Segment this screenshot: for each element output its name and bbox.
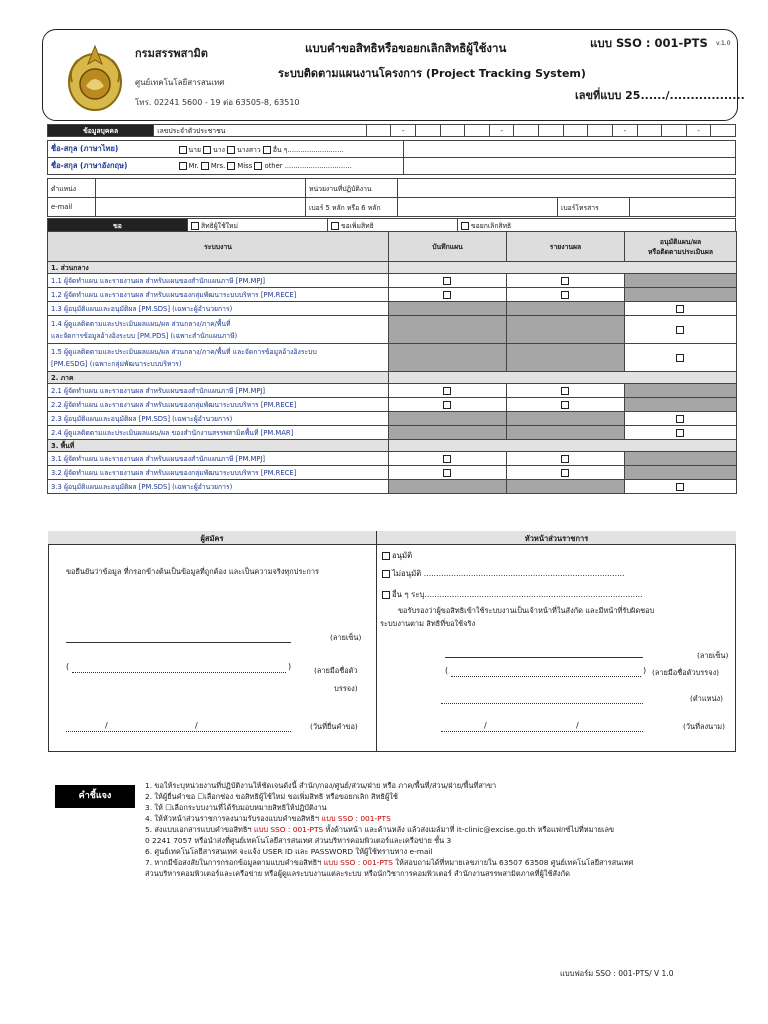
name-th-label: ชื่อ-สกุล (ภาษาไทย) — [48, 141, 176, 158]
note-item — [145, 791, 735, 802]
checkbox-icon[interactable] — [561, 401, 569, 409]
note-item — [145, 813, 735, 824]
record-cell[interactable] — [389, 384, 507, 398]
checkbox-icon[interactable] — [561, 387, 569, 395]
system-label: 1.3 ผู้อนุมัติแผนและอนุมัติผล [PM.SDS] (เฉพาะผู้อำนวยการ) — [48, 302, 389, 316]
head-name-line[interactable] — [451, 676, 641, 677]
head-header: หัวหน้าส่วนราชการ — [524, 534, 589, 543]
note-text: ทั้งด้านหน้า และด้านหลัง แล้วส่งเมล์มาที่ it-clinic@excise.go.th หรือแฟกซ์ไปที่หมายเลข — [323, 825, 615, 834]
record-cell — [389, 316, 507, 344]
system-label: 2.1 ผู้จัดทำแผน และรายงานผล สำหรับแผนของสำนักแผนภาษี [PM.MPJ] — [48, 384, 389, 398]
table-row — [48, 302, 737, 316]
approve-cell — [625, 274, 737, 288]
report-cell[interactable] — [507, 288, 625, 302]
report-cell[interactable] — [507, 398, 625, 412]
checkbox-icon[interactable] — [561, 277, 569, 285]
section-title: 3. พื้นที่ — [48, 440, 389, 452]
checkbox-icon[interactable] — [443, 469, 451, 477]
record-cell[interactable] — [389, 274, 507, 288]
note-item — [145, 802, 735, 813]
system-label: 1.1 ผู้จัดทำแผน และรายงานผล สำหรับแผนของสำนักแผนภาษี [PM.MPJ] — [48, 274, 389, 288]
footer-form-ref: แบบฟอร์ม SSO : 001-PTS/ V 1.0 — [560, 969, 674, 978]
note-text: 2. ให้ผู้ยื่นคำขอ — [145, 792, 198, 801]
note-text: 4. ให้หัวหน้าส่วนราชการลงนามรับรองแบบคำขอสิทธิฯ — [145, 814, 322, 823]
system-label: 3.3 ผู้อนุมัติแผนและอนุมัติผล [PM.SDS] (เฉพาะผู้อำนวยการ) — [48, 480, 389, 494]
agency-label: หน่วยงานที่ปฏิบัติงาน — [306, 179, 398, 198]
note-text: 6. ศูนย์เทคโนโลยีสารสนเทศ จะแจ้ง USER ID และ PASSWORD ให้ผู้ใช้ทราบทาง e-mail — [145, 847, 433, 856]
certify-text: ขอรับรองว่าผู้ขอสิทธิเข้าใช้ระบบงานเป็นเจ้าหน้าที่ในสังกัด และมีหน้าที่รับผิดชอบ ระบบงานตาม สิทธิที่ขอใช้จริง — [380, 606, 655, 628]
request-label: ขอ — [48, 219, 188, 232]
section-row — [48, 262, 737, 274]
applicant-name-line[interactable] — [72, 672, 286, 673]
notes-list — [145, 780, 735, 879]
phone-input[interactable] — [398, 198, 558, 217]
checkbox-icon[interactable] — [382, 591, 390, 599]
table-row — [48, 466, 737, 480]
checkbox-icon[interactable] — [443, 277, 451, 285]
personal-section-label: ข้อมูลบุคคล — [48, 125, 154, 137]
id-box[interactable] — [416, 125, 441, 137]
note-text: เลือกระบบงานที่ได้รับมอบหมายสิทธิให้ปฏิบัติงาน — [171, 803, 327, 812]
checkbox-icon[interactable] — [227, 162, 235, 170]
form-version: v.1.0 — [716, 40, 731, 47]
checkbox-icon[interactable] — [676, 354, 684, 362]
id-box[interactable] — [662, 125, 687, 137]
report-cell — [507, 302, 625, 316]
record-cell — [389, 480, 507, 494]
col-system-header: ระบบงาน — [48, 232, 389, 262]
org-name: กรมสรรพสามิต — [135, 47, 208, 60]
permission-rows — [48, 262, 737, 494]
report-cell[interactable] — [507, 274, 625, 288]
notes-tag: คำชี้แจง — [55, 785, 135, 808]
col-report-header: รายงานผล — [507, 232, 625, 262]
position-input[interactable] — [96, 179, 306, 198]
date-slash: / — [195, 721, 198, 730]
table-row — [48, 398, 737, 412]
head-sign-label: (ลายเซ็น) — [697, 651, 729, 660]
form-code-ref: แบบ SSO : 001-PTS — [323, 858, 393, 867]
head-position-label: (ตำแหน่ง) — [690, 694, 724, 703]
id-box[interactable] — [588, 125, 613, 137]
checkbox-icon[interactable] — [561, 469, 569, 477]
report-cell[interactable] — [507, 466, 625, 480]
checkbox-icon[interactable] — [254, 162, 262, 170]
id-box[interactable] — [711, 125, 736, 137]
email-label: e-mail — [48, 198, 96, 217]
request-add[interactable]: ขอเพิ่มสิทธิ — [328, 219, 458, 232]
approve-cell[interactable] — [625, 302, 737, 316]
agency-input[interactable] — [398, 179, 736, 198]
checkbox-icon[interactable] — [561, 291, 569, 299]
org-center: ศูนย์เทคโนโลยีสารสนเทศ — [135, 78, 225, 87]
system-label: 3.2 ผู้จัดทำแผน และรายงานผล สำหรับแผนของกลุ่มพัฒนาระบบบริหาร [PM.RECE] — [48, 466, 389, 480]
form-code-ref: แบบ SSO : 001-PTS — [253, 825, 324, 834]
note-item — [145, 846, 735, 857]
form-code: แบบ SSO : 001-PTS — [590, 36, 708, 50]
checkbox-icon[interactable] — [443, 291, 451, 299]
phone-hint: เบอร์ 5 หลัก หรือ 6 หลัก — [306, 198, 398, 217]
record-cell[interactable] — [389, 288, 507, 302]
applicant-paren-open: ( — [66, 662, 70, 671]
note-item — [145, 824, 735, 835]
report-cell[interactable] — [507, 452, 625, 466]
system-label: 2.4 ผู้ดูแลติดตามและประเมินผลแผน/ผล ของสำนักงานสรรพสามิตพื้นที่ [PM.MAR] — [48, 426, 389, 440]
fax-input[interactable] — [630, 198, 736, 217]
report-cell — [507, 316, 625, 344]
org-phone: โทร. 02241 5600 - 19 ต่อ 63505-8, 63510 — [135, 98, 300, 107]
system-label: 2.3 ผู้อนุมัติแผนและอนุมัติผล [PM.SDS] (เฉพาะผู้อำนวยการ) — [48, 412, 389, 426]
table-row — [48, 288, 737, 302]
record-cell — [389, 344, 507, 372]
request-type-table — [47, 218, 736, 232]
note-text: 5. ส่งแบบเอกสารแบบคำขอสิทธิฯ — [145, 825, 254, 834]
note-text: ส่วนบริหารคอมพิวเตอร์และเครือข่าย หรือผู้ดูแลระบบงานแต่ละระบบ หรือนักวิชาการคอมพิวเตอร์ สำนักงานสรรพสามิตภาคที่ผู้ใช้สังกัด — [145, 869, 570, 878]
section-filler — [389, 440, 737, 452]
checkbox-icon[interactable] — [443, 455, 451, 463]
col-record-header: บันทึกแผน — [389, 232, 507, 262]
note-text: ให้สอบถามได้ที่หมายเลขภายใน 63507 63508 ศูนย์เทคโนโลยีสารสนเทศ — [393, 858, 634, 867]
record-cell[interactable] — [389, 466, 507, 480]
checkbox-icon[interactable] — [443, 387, 451, 395]
id-dash: - — [686, 125, 711, 137]
reject-option[interactable]: ไม่อนุมัติ ................................................................................. — [382, 568, 625, 580]
id-box[interactable] — [366, 125, 391, 137]
name-en-input[interactable] — [404, 158, 736, 175]
checkbox-icon[interactable] — [676, 483, 684, 491]
checkbox-icon[interactable] — [676, 415, 684, 423]
id-box[interactable] — [514, 125, 539, 137]
id-dash: - — [391, 125, 416, 137]
checkbox-icon[interactable] — [561, 455, 569, 463]
approve-cell — [625, 288, 737, 302]
confirm-text: ขอยืนยันว่าข้อมูล ที่กรอกข้างต้นเป็นข้อมูลที่ถูกต้อง และเป็นความจริงทุกประการ — [66, 567, 319, 576]
name-en-titles[interactable]: Mr. Mrs. Miss other ............................... — [176, 158, 404, 175]
id-box[interactable] — [539, 125, 564, 137]
system-label: 1.4 ผู้ดูแลติดตามและประเมินผลแผน/ผล ส่วนกลาง/ภาค/พื้นที่ และจัดการข้อมูลอ้างอิงระบบ [PM.PDS] (เฉพาะสำนักแผนภาษี) — [48, 316, 389, 344]
checkbox-icon[interactable] — [179, 146, 187, 154]
system-label: 3.1 ผู้จัดทำแผน และรายงานผล สำหรับแผนของสำนักแผนภาษี [PM.MPJ] — [48, 452, 389, 466]
excise-logo-icon — [62, 42, 128, 114]
note-text: เลือกช่อง ขอสิทธิผู้ใช้ใหม่ ขอเพิ่มสิทธิ หรือขอยกเลิก สิทธิผู้ใช้ — [204, 792, 398, 801]
head-date-line[interactable] — [441, 731, 643, 732]
checkbox-icon[interactable] — [263, 146, 271, 154]
section-filler — [389, 262, 737, 274]
table-row — [48, 480, 737, 494]
id-box[interactable] — [563, 125, 588, 137]
applicant-date-label: (วันที่ยื่นคำขอ) — [310, 722, 358, 731]
checkbox-icon[interactable] — [179, 162, 187, 170]
name-table — [47, 140, 736, 175]
report-cell — [507, 480, 625, 494]
date-slash: / — [576, 721, 579, 730]
approve-cell — [625, 398, 737, 412]
position-label: ตำแหน่ง — [48, 179, 96, 198]
record-cell[interactable] — [389, 452, 507, 466]
id-box[interactable] — [637, 125, 662, 137]
checkbox-icon[interactable] — [382, 552, 390, 560]
report-cell — [507, 412, 625, 426]
approve-cell[interactable] — [625, 480, 737, 494]
head-position-line[interactable] — [441, 703, 643, 704]
personal-info-table — [47, 124, 736, 137]
table-row — [48, 344, 737, 372]
note-text: 1. ขอให้ระบุหน่วยงานที่ปฏิบัติงานให้ชัดเจนดังนี้ สำนัก/กอง/ศูนย์/ส่วน/ฝ่าย หรือ ภาค/พื้นที่/ส่วน/ฝ่าย/พื้นที่สาขา — [145, 781, 497, 790]
checkbox-icon: ☐ — [165, 803, 172, 812]
table-row — [48, 384, 737, 398]
checkbox-icon[interactable] — [201, 162, 209, 170]
head-sign-line[interactable] — [445, 657, 643, 658]
table-row — [48, 452, 737, 466]
request-cancel[interactable]: ขอยกเลิกสิทธิ — [458, 219, 736, 232]
note-item — [145, 868, 735, 879]
date-slash: / — [105, 721, 108, 730]
checkbox-icon[interactable] — [191, 222, 199, 230]
checkbox-icon[interactable] — [443, 401, 451, 409]
checkbox-icon[interactable] — [331, 222, 339, 230]
record-cell — [389, 426, 507, 440]
name-th-titles[interactable]: นาย นาง นางสาว อื่น ๆ.......................... — [176, 141, 404, 158]
note-text: 0 2241 7057 หรือนำส่งที่ศูนย์เทคโนโลยีสารสนเทศ ส่วนบริหารคอมพิวเตอร์และเครือข่าย ชั้น 3 — [145, 836, 452, 845]
report-cell[interactable] — [507, 384, 625, 398]
checkbox-icon[interactable] — [676, 305, 684, 313]
applicant-header: ผู้สมัคร — [200, 534, 224, 543]
note-item — [145, 857, 735, 868]
request-new[interactable]: สิทธิผู้ใช้ใหม่ — [188, 219, 328, 232]
permission-table — [47, 231, 737, 494]
report-cell — [507, 344, 625, 372]
col-approve-header: อนุมัติแผน/ผล หรือติดตามประเมินผล — [625, 232, 737, 262]
fax-label: เบอร์โทรสาร — [558, 198, 630, 217]
approve-cell — [625, 452, 737, 466]
form-number: เลขที่แบบ 25....../.................. — [575, 89, 745, 102]
system-label: 2.2 ผู้จัดทำแผน และรายงานผล สำหรับแผนของกลุ่มพัฒนาระบบบริหาร [PM.RECE] — [48, 398, 389, 412]
form-subtitle: ระบบติดตามแผนงานโครงการ (Project Tracking System) — [278, 67, 586, 80]
section-row — [48, 372, 737, 384]
date-slash: / — [484, 721, 487, 730]
system-label: 1.2 ผู้จัดทำแผน และรายงานผล สำหรับแผนของกลุ่มพัฒนาระบบบริหาร [PM.RECE] — [48, 288, 389, 302]
table-row — [48, 274, 737, 288]
form-title: แบบคำขอสิทธิหรือขอยกเลิกสิทธิผู้ใช้งาน — [305, 41, 507, 55]
head-date-label: (วันที่ลงนาม) — [683, 722, 726, 731]
approve-cell — [625, 384, 737, 398]
id-box[interactable] — [440, 125, 465, 137]
section-filler — [389, 372, 737, 384]
applicant-name-label: (ลายมือชื่อตัว บรรจง) — [314, 666, 358, 693]
checkbox-icon[interactable] — [676, 326, 684, 334]
table-row — [48, 426, 737, 440]
applicant-sign-line[interactable] — [66, 642, 291, 643]
applicant-date-line[interactable] — [66, 731, 291, 732]
form-code-ref: แบบ SSO : 001-PTS — [321, 814, 391, 823]
id-dash: - — [612, 125, 637, 137]
note-item — [145, 835, 735, 846]
checkbox-icon[interactable] — [461, 222, 469, 230]
checkbox-icon[interactable] — [382, 570, 390, 578]
signature-divider — [376, 531, 377, 752]
checkbox-icon: ☐ — [197, 792, 205, 801]
approve-cell[interactable] — [625, 344, 737, 372]
id-box[interactable] — [465, 125, 490, 137]
table-row — [48, 412, 737, 426]
record-cell — [389, 412, 507, 426]
email-input[interactable] — [96, 198, 306, 217]
system-label: 1.5 ผู้ดูแลติดตามและประเมินผลแผน/ผล ส่วนกลาง/ภาค/พื้นที่ และจัดการข้อมูลอ้างอิงระบบ [PM.ESDG] (เฉพาะกลุ่มพัฒนาระบบบริหาร) — [48, 344, 389, 372]
head-paren-close: ) — [643, 666, 647, 675]
approve-cell[interactable] — [625, 426, 737, 440]
table-row — [48, 316, 737, 344]
name-en-label: ชื่อ-สกุล (ภาษาอังกฤษ) — [48, 158, 176, 175]
head-name-label: (ลายมือชื่อตัวบรรจง) — [652, 668, 720, 677]
note-item — [145, 780, 735, 791]
checkbox-icon[interactable] — [227, 146, 235, 154]
checkbox-icon[interactable] — [203, 146, 211, 154]
head-paren-open: ( — [445, 666, 449, 675]
report-cell — [507, 426, 625, 440]
approve-cell — [625, 466, 737, 480]
name-th-input[interactable] — [404, 141, 736, 158]
id-label: เลขประจำตัวประชาชน — [154, 125, 367, 137]
other-option[interactable]: อื่น ๆ ระบุ........................................................................................ — [382, 589, 643, 601]
applicant-sign-label: (ลายเซ็น) — [330, 633, 362, 642]
note-text: 7. หากมีข้อสงสัยในการกรอกข้อมูลตามแบบคำขอสิทธิฯ — [145, 858, 324, 867]
position-table — [47, 178, 736, 217]
note-text: 3. ให้ — [145, 803, 166, 812]
record-cell — [389, 302, 507, 316]
section-title: 2. ภาค — [48, 372, 389, 384]
record-cell[interactable] — [389, 398, 507, 412]
applicant-paren-close: ) — [288, 662, 292, 671]
approve-cell[interactable] — [625, 412, 737, 426]
approve-cell[interactable] — [625, 316, 737, 344]
approve-option[interactable]: อนุมัติ — [382, 550, 412, 562]
checkbox-icon[interactable] — [676, 429, 684, 437]
section-title: 1. ส่วนกลาง — [48, 262, 389, 274]
id-dash: - — [489, 125, 514, 137]
section-row — [48, 440, 737, 452]
